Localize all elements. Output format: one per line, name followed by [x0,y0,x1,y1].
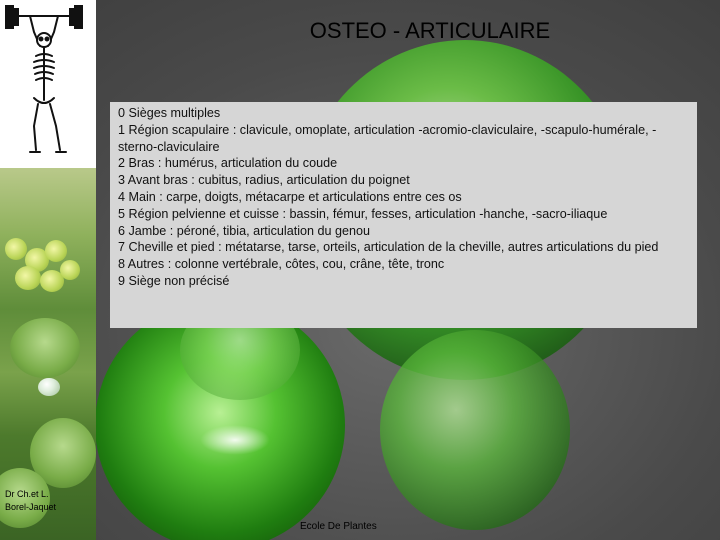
footer-text: Ecole De Plantes [300,521,377,532]
list-item: 3 Avant bras : cubitus, radius, articulation du poignet [118,173,410,188]
list-item: 5 Région pelvienne et cuisse : bassin, fémur, fesses, articulation -hanche, -sacro-iliaque [118,206,608,221]
list-item: 8 Autres : colonne vertébrale, côtes, cou, crâne, tête, tronc [118,257,445,272]
slide-title: OSTEO - ARTICULAIRE [309,18,551,43]
green-sphere-bottom-right [380,330,570,530]
list-item: 4 Main : carpe, doigts, métacarpe et articulations entre ces os [118,189,462,204]
list-item: 1 Région scapulaire : clavicule, omoplate, articulation -acromio-claviculaire, -scapulo-humérale, -sterno-claviculaire [118,122,657,154]
author-credit [5,488,95,514]
plant-photo [0,168,96,540]
list-item: 7 Cheville et pied : métatarse, tarse, orteils, articulation de la cheville, autres articulations du pied [118,240,659,255]
list-item: 2 Bras : humérus, articulation du coude [118,156,338,171]
list-item: 0 Sièges multiples [118,106,221,120]
logo-panel [0,0,96,168]
sphere-highlight [200,425,270,455]
credit-line: Dr Ch.et L. [5,489,49,499]
content-box [110,102,697,328]
skeleton-lifting-barbell-icon [0,0,96,168]
list-item: 6 Jambe : péroné, tibia, articulation du genou [118,223,371,238]
credit-line: Borel-Jaquet [5,502,57,512]
list-item: 9 Siège non précisé [118,273,230,288]
